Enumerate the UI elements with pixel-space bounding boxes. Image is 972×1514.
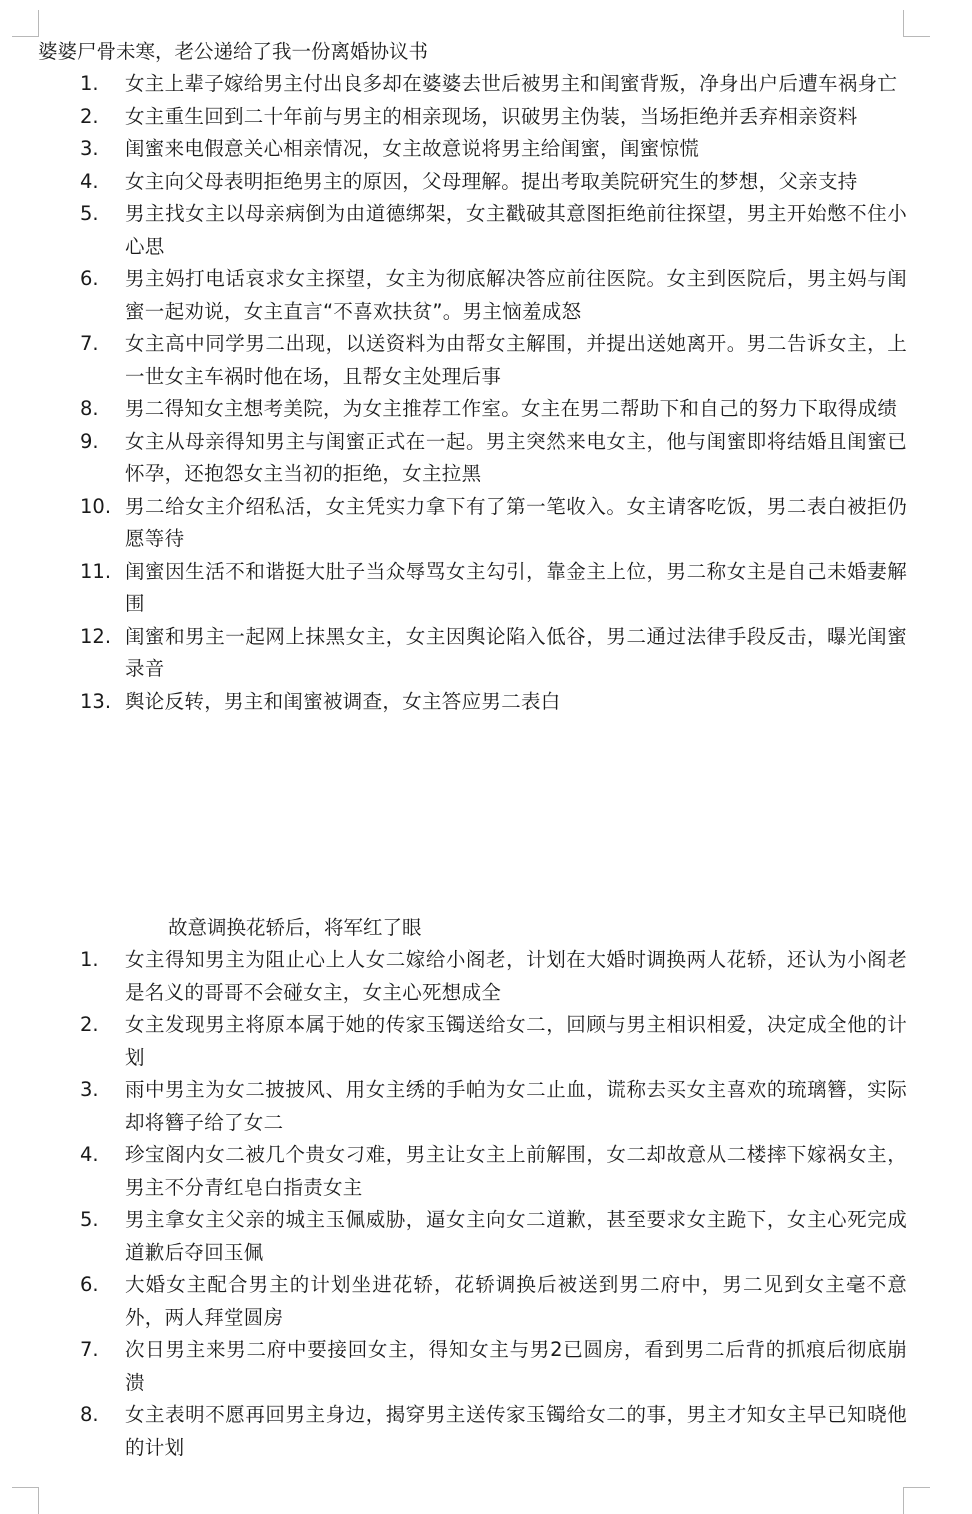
list-item-number: 7.: [80, 1338, 99, 1361]
list-item-number: 4.: [80, 1143, 99, 1166]
list-item: [0, 621, 972, 686]
page-corner-mark-top-right: [903, 10, 930, 37]
list-item-number: 12.: [80, 624, 112, 648]
list-item: [0, 68, 972, 101]
list-item: [0, 426, 972, 491]
list-item-number: 13.: [80, 689, 112, 713]
list-item-text: 女主表明不愿再回男主身边，揭穿男主送传家玉镯给女二的事，男主才知女主早已知晓他的计划: [125, 1403, 907, 1459]
list-item: [0, 491, 972, 556]
list-item-number: 8.: [80, 1403, 99, 1426]
list-item: [0, 1334, 972, 1399]
list-item: [0, 1204, 972, 1269]
list-item: [0, 944, 972, 1009]
list-item-text: 闺蜜因生活不和谐挺大肚子当众辱骂女主勾引，靠金主上位，男二称女主是自己未婚妻解围: [125, 559, 907, 615]
list-item-number: 1.: [80, 72, 99, 95]
list-item: [0, 101, 972, 134]
list-item: [0, 1269, 972, 1334]
list-item-number: 1.: [80, 948, 99, 971]
section-1-list: [0, 68, 972, 718]
list-item-text: 舆论反转，男主和闺蜜被调查，女主答应男二表白: [125, 689, 561, 713]
section-1-title: 婆婆尸骨未寒，老公递给了我一份离婚协议书: [38, 40, 429, 63]
list-item-text: 女主从母亲得知男主与闺蜜正式在一起。男主突然来电女主，他与闺蜜即将结婚且闺蜜已怀孕，还抱怨女主当初的拒绝，女主拉黑: [125, 429, 907, 485]
list-item-text: 珍宝阁内女二被几个贵女刁难，男主让女主上前解围，女二却故意从二楼摔下嫁祸女主，男主不分青红皂白指责女主: [125, 1143, 907, 1199]
list-item-number: 8.: [80, 397, 99, 420]
list-item-number: 2.: [80, 104, 99, 128]
list-item-text: 男主拿女主父亲的城主玉佩威胁，逼女主向女二道歉，甚至要求女主跪下，女主心死完成道歉后夺回玉佩: [125, 1208, 907, 1264]
list-item-number: 3.: [80, 1078, 99, 1101]
list-item-text: 女主得知男主为阻止心上人女二嫁给小阁老，计划在大婚时调换两人花轿，还认为小阁老是名义的哥哥不会碰女主，女主心死想成全: [125, 948, 907, 1004]
list-item-text: 男主妈打电话哀求女主探望，女主为彻底解决答应前往医院。女主到医院后，男主妈与闺蜜一起劝说，女主直言“不喜欢扶贫”。男主恼羞成怒: [125, 267, 907, 323]
list-item: [0, 198, 972, 263]
list-item: [0, 263, 972, 328]
list-item-text: 闺蜜和男主一起网上抹黑女主，女主因舆论陷入低谷，男二通过法律手段反击，曝光闺蜜录音: [125, 624, 907, 680]
list-item-text: 女主重生回到二十年前与男主的相亲现场，识破男主伪装，当场拒绝并丢弃相亲资料: [125, 104, 858, 128]
section-2-title: 故意调换花轿后，将军红了眼: [168, 916, 422, 939]
list-item-number: 5.: [80, 1208, 99, 1231]
list-item: [0, 1139, 972, 1204]
list-item-text: 男主找女主以母亲病倒为由道德绑架，女主戳破其意图拒绝前往探望，男主开始憋不住小心思: [125, 202, 907, 258]
list-item: [0, 133, 972, 166]
list-item-text: 男二给女主介绍私活，女主凭实力拿下有了第一笔收入。女主请客吃饭，男二表白被拒仍愿等待: [125, 494, 907, 550]
list-item-number: 10.: [80, 494, 112, 518]
list-item-text: 男二得知女主想考美院，为女主推荐工作室。女主在男二帮助下和自己的努力下取得成绩: [125, 397, 898, 420]
list-item-number: 3.: [80, 137, 99, 160]
list-item-text: 女主发现男主将原本属于她的传家玉镯送给女二，回顾与男主相识相爱，决定成全他的计划: [125, 1013, 907, 1069]
list-item-text: 大婚女主配合男主的计划坐进花轿，花轿调换后被送到男二府中，男二见到女主毫不意外，两人拜堂圆房: [125, 1273, 907, 1329]
list-item: [0, 1074, 972, 1139]
list-item-text: 女主高中同学男二出现，以送资料为由帮女主解围，并提出送她离开。男二告诉女主，上一世女主车祸时他在场，且帮女主处理后事: [125, 332, 907, 388]
list-item-number: 5.: [80, 202, 99, 225]
list-item: [0, 166, 972, 199]
section-2-list: [0, 944, 972, 1464]
list-item: [0, 556, 972, 621]
list-item: [0, 1399, 972, 1464]
list-item-number: 6.: [80, 1273, 99, 1296]
list-item-number: 4.: [80, 169, 99, 193]
list-item-text: 次日男主来男二府中要接回女主，得知女主与男2已圆房，看到男二后背的抓痕后彻底崩溃: [125, 1338, 907, 1394]
list-item: [0, 686, 972, 719]
list-item-text: 闺蜜来电假意关心相亲情况，女主故意说将男主给闺蜜，闺蜜惊慌: [125, 137, 700, 160]
list-item-text: 女主上辈子嫁给男主付出良多却在婆婆去世后被男主和闺蜜背叛，净身出户后遭车祸身亡: [125, 72, 898, 95]
list-item-number: 2.: [80, 1013, 99, 1036]
list-item-number: 6.: [80, 267, 99, 290]
list-item-number: 11.: [80, 559, 112, 583]
list-item: [0, 1009, 972, 1074]
page-corner-mark-top-left: [12, 10, 39, 37]
list-item-text: 雨中男主为女二披披风、用女主绣的手帕为女二止血，谎称去买女主喜欢的琉璃簪，实际却将簪子给了女二: [125, 1078, 907, 1134]
page-corner-mark-bottom-left: [12, 1487, 39, 1514]
list-item: [0, 393, 972, 426]
list-item-number: 7.: [80, 332, 99, 355]
list-item: [0, 328, 972, 393]
list-item-text: 女主向父母表明拒绝男主的原因，父母理解。提出考取美院研究生的梦想，父亲支持: [125, 169, 858, 193]
list-item-number: 9.: [80, 429, 99, 453]
page-corner-mark-bottom-right: [903, 1487, 930, 1514]
